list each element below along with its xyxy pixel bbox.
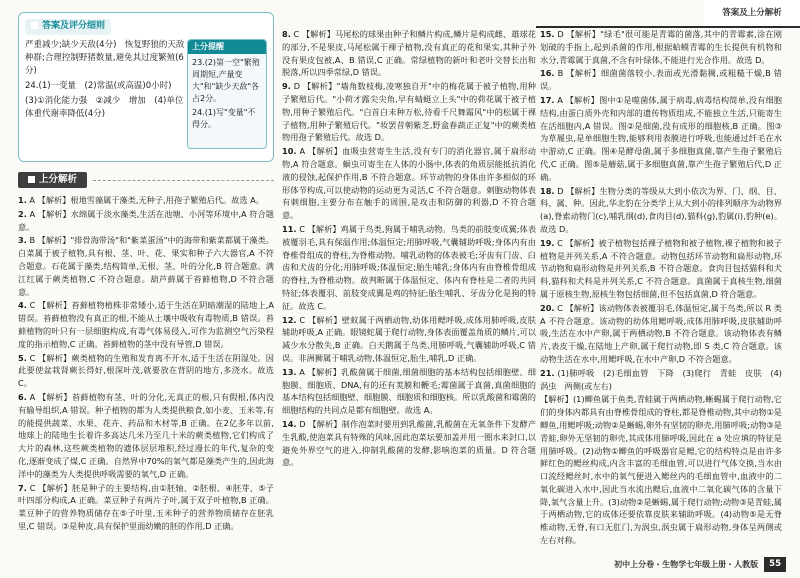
solution-text: D 【解析】"绿毛"很可能是青霉的菌落,其中的青霉素,涂在刚划破的手指上,起到杀菌的作用,根据蛤蟆青霉的生长提供有机物和水分,青霉属于真菌,不含有叶绿体,不能进行光合作用。故选 D。 — [540, 29, 782, 65]
page-footer — [614, 557, 786, 572]
solution-entry — [282, 223, 536, 313]
score-tip-line: 23.(2)第一空"繁殖周期短,产量变大"和"缺少天敌"各占2分。 — [192, 58, 260, 103]
solution-text: (1)肺呼吸 (2)毛细血管 下降 (3)爬行 青蛙 皮肤 (4)涡虫 两侧(或左右) — [540, 367, 782, 391]
solution-entry — [18, 352, 274, 390]
solution-entry — [282, 314, 536, 365]
answer-line: (3)①消化能力强 ②减少 增加 (4)单位体重代谢率降低(4分) — [25, 96, 184, 120]
solution-entry — [18, 234, 274, 298]
solution-entry — [282, 28, 536, 79]
question-number: 21. — [540, 367, 555, 378]
solution-entry — [540, 302, 782, 366]
question-number: 8. — [282, 29, 291, 39]
section-title: 上分解析 — [18, 172, 87, 188]
question-number: 11. — [282, 223, 297, 234]
answer-header-tab: 答案及上分解析 — [704, 0, 800, 26]
solutions-list-middle — [282, 28, 536, 469]
score-tip-title: 上分提醒 — [188, 40, 266, 54]
solution-entry — [282, 418, 536, 469]
solution-text: A 【解析】根地雪藻属于藻类,无种子,用孢子繁殖后代。故选 A。 — [29, 195, 264, 205]
solution-text: A 【解析】血吸虫营寄生生活,没有专门的消化器官,属于扁形动物,A 符合题意。蛔虫可寄生在人体的小肠中,体表的角质层能抵抗消化液的侵蚀,起保护作用,B 不符合题意。环节动物的身体由许多相似的环形体节构成,可以使动物的运动更为灵活,C 不符合题意。刺胞动物体表有刺细胞,主要分布在触手的周围,是攻击和防御的利器,D 不符合题意。 — [282, 146, 536, 221]
solution-text: A 【解析】乳酸菌属于细菌,细菌细胞的基本结构包括细胞壁、细胞膜、细胞质、DNA,有的还有荚膜和鞭毛;霉菌属于真菌,真菌细胞的基本结构包括细胞壁、细胞膜、细胞质和细胞核。所以乳酸菌和霉菌的细胞结构的共同点是都有细胞壁。故选 A。 — [282, 366, 536, 416]
question-number: 5. — [18, 352, 27, 363]
solution-text: C 【解析】马尾松的球果由种子和鳞片构成,鳞片是构成雌、雄球花的部分,不是果皮,马尾松属于裸子植物,没有真正的花和果实,其种子外没有果皮包被,A、B 错误,C 正确。常绿植物的新叶和老叶交替长出和脱落,所以四季常绿,D 错误。 — [282, 29, 536, 78]
question-number: 7. — [18, 482, 27, 493]
solution-entry — [540, 393, 782, 547]
answer-lines — [25, 39, 190, 122]
book-title: 初中上分卷・生物学七年级上册・人教版 — [614, 559, 759, 569]
score-tip-box — [187, 39, 267, 149]
solution-entry — [540, 67, 782, 93]
solution-entry — [540, 94, 782, 184]
solution-text: D 【解析】"墙角数枝梅,凌寒独自开"中的梅花属于被子植物,用种子繁殖后代。"小荷才露尖尖角,早有蜻蜓立上头"中的荷花属于被子植物,用种子繁殖后代。"白首白未种万松,待看千尺舞霜风"中的松属于裸子植物,用种子繁殖后代。"妆罢昔朝紫芝,野盒春蔬正正复"中的蕨类植物用孢子繁殖后代。故选 D。 — [282, 81, 536, 143]
solution-text: A 【解析】图中①是噬菌体,属于病毒,病毒结构简单,没有细胞结构,由蛋白质外壳和内部的遗传物质组成,不能独立生活,只能寄生在活细胞内,A 错误。图②是细菌,没有成形的细胞核,B 正确。图③为草履虫,是单细胞生物,能够利用表膜进行呼吸,也能通过纤毛在水中游动,C 正确。图④是酵母菌,属于多细胞真菌,靠产生孢子繁殖后代,C 正确。图⑤是蘑菇,属于多细胞真菌,靠产生孢子繁殖后代,D 正确。 — [540, 94, 782, 182]
question-number: 14. — [282, 418, 297, 429]
column-middle — [282, 28, 536, 470]
solution-text: B 【解析】细菌菌落较小,表面或光滑黏稠,或粗糙干燥,B 错误。 — [540, 68, 782, 92]
solution-entry — [540, 367, 782, 393]
page-number: 55 — [764, 557, 786, 572]
solution-text: C 【解析】蕨类植物的生殖和发育离不开水,适于生活在阴湿处。因此要使盆栽肾蕨长得好,根深叶茂,就要放在背阴的地方,多浇水。故选 C。 — [18, 352, 274, 389]
answer-box — [18, 12, 274, 162]
question-number: 17. — [540, 94, 555, 105]
column-right — [540, 28, 782, 548]
solution-text: C 【解析】壁蚊属于两栖动物,幼体用鳃呼吸,成体用肺呼吸,皮肤辅助呼吸,A 正确。眼镜蛇属于爬行动物,身体表面覆盖角质的鳞片,可以减少水分散失,B 正确。白天鹅属于鸟类,用肺呼吸,气囊辅助呼吸,C 错误。非洲狮属于哺乳动物,体温恒定,胎生,哺乳,D 正确。 — [282, 314, 536, 363]
answer-line: 严重减少;缺少天敌(4分) 恢复野狼的天敌种群;合理控制野猪数量,避免其过度繁殖(6分) — [25, 39, 185, 76]
question-number: 6. — [18, 391, 27, 402]
question-number: 4. — [18, 300, 27, 311]
question-number: 15. — [540, 29, 555, 39]
solution-entry — [18, 208, 274, 234]
solution-entry — [282, 145, 536, 222]
question-number: 18. — [540, 185, 555, 196]
section-icon — [28, 176, 35, 183]
solution-text: C 【解析】被子植物包括裸子植物和被子植物,裸子植物和被子植物是并列关系,A 不符合题意。动物包括环节动物和扁形动物,环节动物和扁形动物是并列关系,B 不符合题意。食肉目包括猫科和犬科,猫科和犬科是并列关系,C 不符合题意。真菌属于真核生物,细菌属于原核生物,原核生物包括细菌,但不包括真菌,D 符合题意。 — [540, 237, 782, 299]
solution-text: C 【解析】胚是种子的主要结构,由①胚轴、②胚根、④胚芽、⑤子叶四部分构成,A 正确。菜豆种子有两片子叶,属于双子叶植物,B 正确。菜豆种子的营养物质储存在⑤子叶里,玉米种子的营养物质储存在胚乳里,C 错误。③是种皮,具有保护里面幼嫩的胚的作用,D 正确。 — [18, 482, 274, 531]
solution-text: A 【解析】水绵属于淡水藻类,生活在池塘、小河等环境中,A 符合题意。 — [18, 208, 274, 232]
question-number: 19. — [540, 237, 555, 248]
answer-line: 24.(1)一变量 (2)常温(或高温)0小时) — [25, 81, 172, 92]
score-tip-line: 24.(1)写"变量"不得分。 — [192, 108, 256, 129]
solution-text: C 【解析】苔藓植物植株非常矮小,适于生活在阴暗潮湿的陆地上,A 错误。苔藓植物没有真正的根,不能从土壤中吸收有毒物质,B 错误。苔藓植物的叶只有一层细胞构成,有毒气体易侵入,可作为监测空气污染程度的指示植物,C 正确。苔藓植物的茎中没有导管,D 错误。 — [18, 300, 274, 349]
solution-text: C 【解析】鸡属于鸟类,狗属于哺乳动物。鸟类的前肢变成翼;体表被覆羽毛,具有保温作用;体温恒定;用肺呼吸,气囊辅助呼吸;身体内有由脊椎骨组成的脊柱,为脊椎动物。哺乳动物的体表被毛;牙齿有门齿、臼齿和犬齿的分化;用肺呼吸;体温恒定;胎生哺乳;身体内有由脊椎骨组成的脊柱,为脊椎动物。故判断属于体温恒定、体内有脊柱是二者的共同特征;体表覆羽、前肢变成翼是鸡的特征;胎生哺乳、牙齿分化是狗的特征。故选 C。 — [282, 223, 537, 311]
solution-entry — [18, 391, 274, 481]
question-number: 16. — [540, 68, 555, 79]
question-number: 3. — [18, 235, 27, 246]
question-number: 13. — [282, 366, 297, 377]
solution-text: A 【解析】苔藓植物有茎、叶的分化,无真正的根,只有假根,体内没有输导组织,A 错误。种子植物的都为人类提供粮食,如小麦、玉米等,有的能提供蔬菜、水果、花卉、药品和木材等,B 正确。在2亿多年以前,地球上的陆地生长着许多高达几米乃至几十米的蕨类植物,它们构成了大片的森林,这些蕨类植物的遗体层层堆积,经过漫长的年代,复杂的变化,逐渐变成了煤,C 正确。自然界中70%的氧气都是藻类产生的,因此海洋中的藻类为人类提供呼吸需要的氧气,D 正确。 — [18, 391, 275, 479]
question-number: 10. — [282, 146, 297, 157]
solution-text: C 【解析】该动物体表被覆羽毛,体温恒定,属于鸟类,所以 R 类 A 不符合题意。该动物的幼体用鳃呼吸,成体用肺呼吸,皮肤辅助呼吸,生活在水中产卵,属于两栖动物,B 不符合题意。该动物体表有鳞片,表皮干燥,在陆地上产卵,属于爬行动物,即 S 类,C 符合题意。该动物生活在水中,用鳃呼吸,在水中产卵,D 不符合题意。 — [540, 302, 782, 364]
answer-box-title: 答案及评分细则 — [25, 19, 111, 35]
solution-text: 【解析】(1)鲫鱼属于鱼类,青蛙属于两栖动物,蜥蜴属于爬行动物,它们的身体内都具有由脊椎骨组成的脊柱,都是脊椎动物,其中动物①是鲫鱼,用鳃呼吸;动物②是蜥蜴,卵外有坚韧的卵壳,用肺呼吸;动物③是青蛙,卵外无坚韧的卵壳,其成体用肺呼吸,因此在 a 处应填的特征是用肺呼吸。(2)动物①鲫鱼的呼吸器官是鳃,它的结构特点是由许多鲜红色的鳃丝构成,内含丰富的毛细血管,可以进行气体交换,当水由口流经鳃丝时,水中的氧气便进入鳃丝内的毛细血管中,血液中的二氧化碳进入水中,因此当水流出鳃后,血液中二氧化碳气体的含量下降,氧气含量上升。(3)动物②是蜥蜴,属于爬行动物;动物③是青蛙,属于两栖动物,它的成体还要依靠皮肤来辅助呼吸。(4)动物⑤是无脊椎动物,无脊,有口无肛门,为涡虫,涡虫属于扁形动物,身体呈两侧或左右对称。 — [540, 394, 782, 546]
question-number: 9. — [282, 81, 291, 92]
pencil-icon — [31, 22, 38, 29]
solution-text: D 【解析】生物分类的等级从大到小依次为界、门、纲、目、科、属、种。因此,华北豹在分类学上从大到小的排列顺序为动物界(a),脊索动物门(c),哺乳纲(d),食肉目(d),猫科(g),豹属(i),豹种(e)。故选 D。 — [540, 185, 782, 234]
solution-entry — [18, 194, 274, 207]
question-number: 2. — [18, 208, 27, 219]
solution-entry — [540, 28, 782, 66]
solution-entry — [18, 299, 274, 350]
solution-text: D 【解析】制作泡菜时要用到乳酸菌,乳酸菌在无氧条件下发酵产生乳酸,使泡菜具有特殊的风味,因此泡菜坛要加盖并用一圈水来封口,以避免外界空气的进入,抑制乳酸菌的发酵,影响泡菜的质量。D 符合题意。 — [282, 418, 537, 468]
question-number: 20. — [540, 302, 555, 313]
solution-entry — [282, 366, 536, 417]
solutions-list-left — [18, 194, 274, 533]
section-header — [18, 172, 274, 188]
question-number: 12. — [282, 314, 297, 325]
solution-entry — [18, 482, 274, 533]
question-number: 1. — [18, 195, 27, 205]
solution-entry — [282, 80, 536, 144]
solution-text: B 【解析】"排骨海带汤"和"紫菜蛋汤"中的海带和紫菜都属于藻类。白菜属于被子植物,具有根、茎、叶、花、果实和种子六大器官,A 不符合题意。石花属于藻类,结构简单,无根、茎、叶的分化,B 符合题意。满江红属于蕨类植物,C 不符合题意。葫芦藓属于苔藓植物,D 不符合题意。 — [18, 235, 274, 297]
column-left — [18, 12, 274, 534]
solution-entry — [540, 185, 782, 236]
solution-entry — [540, 237, 782, 301]
section-divider — [93, 180, 274, 181]
solutions-list-right — [540, 28, 782, 547]
